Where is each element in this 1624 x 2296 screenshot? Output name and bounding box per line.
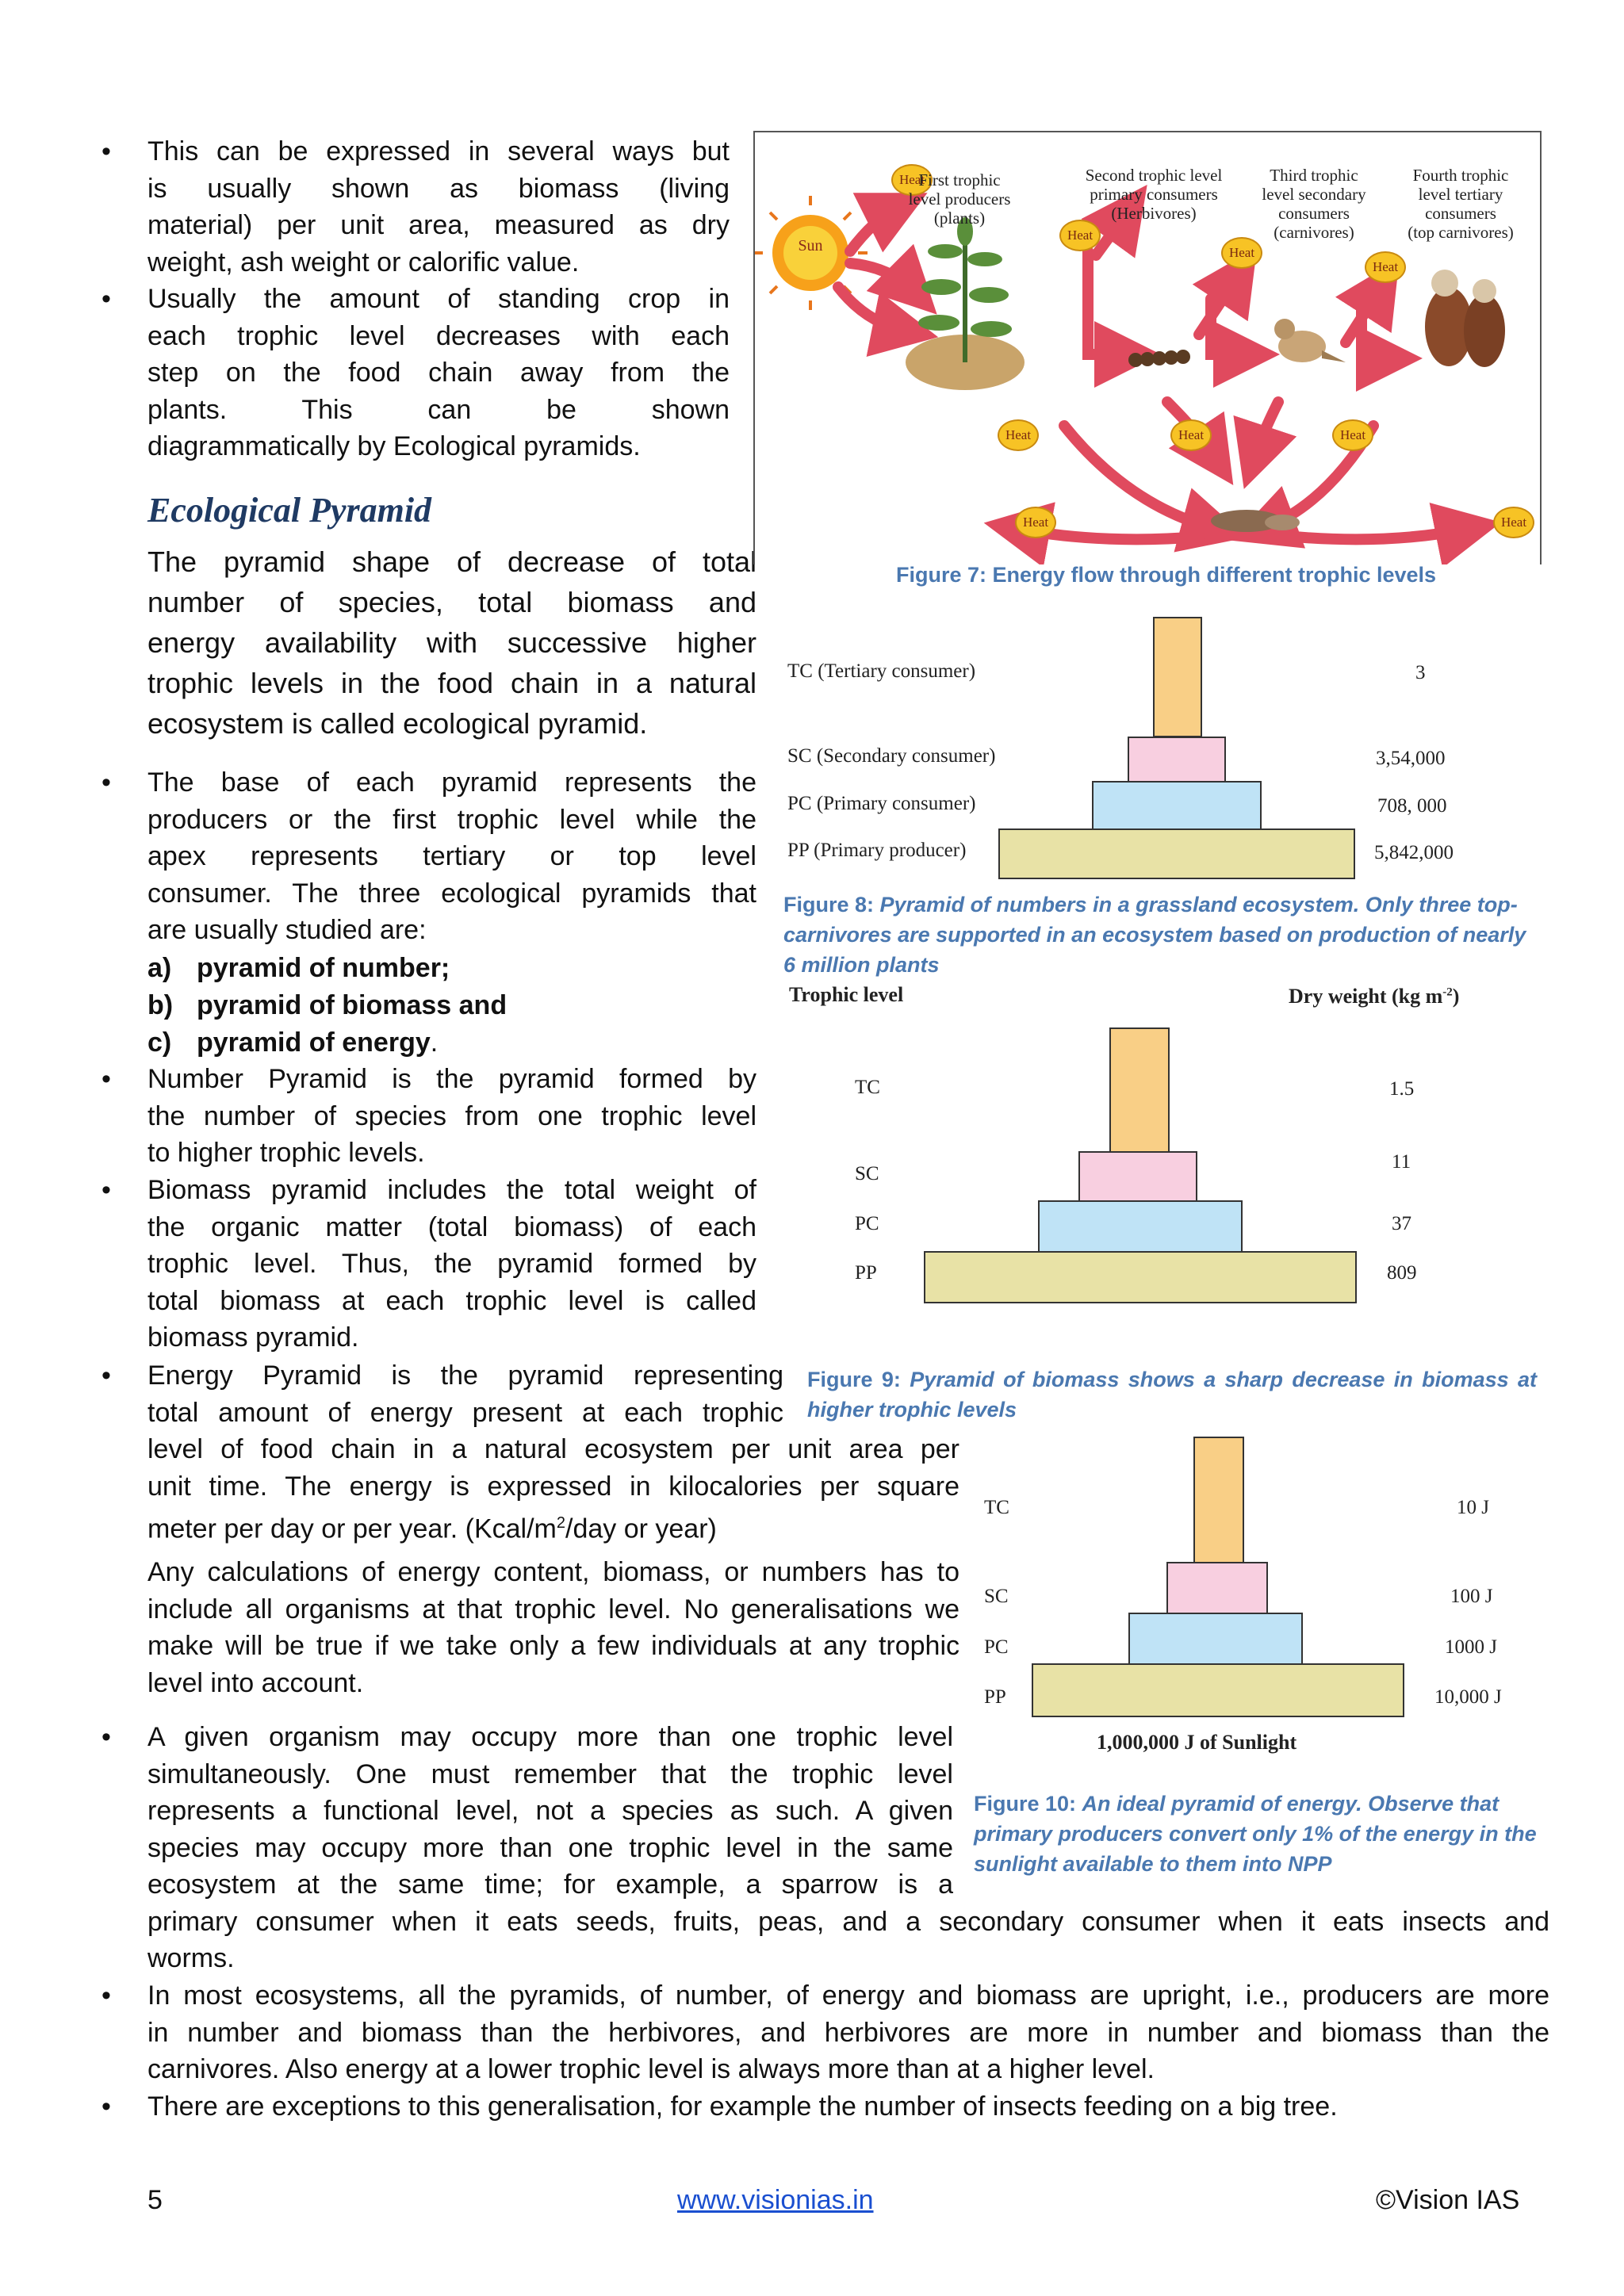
fig9-label-sc: SC: [855, 1163, 879, 1184]
fig8-value-tc: 3: [1415, 662, 1426, 683]
energy-pyramid-bullet: • Energy Pyramid is the pyramid representing total amount of energy present at each trophic level of food chain in a natural ecosystem per unit area per unit time. The energy is expressed in kilocalories per square meter per day or per year. ($Kcal/m^2$/day or year): [147, 1357, 959, 1548]
fig9-value-pp: 809: [1387, 1262, 1417, 1284]
fig8-label-sc: SC (Secondary consumer): [787, 745, 996, 767]
heat-badge: Heat: [998, 419, 1039, 451]
bird-icon: [1274, 319, 1346, 362]
number-pyramid-bullet: • Number Pyramid is the pyramid formed by the number of species from one trophic level to higher trophic levels.: [147, 1061, 756, 1172]
fig9-value-tc: 1.5: [1389, 1078, 1415, 1100]
fig10-label-tc: TC: [984, 1497, 1009, 1518]
fig9-header-left: Trophic level: [789, 983, 904, 1006]
fig10-bar-pc: [1128, 1613, 1303, 1665]
fig10-footer: 1,000,000 J of Sunlight: [1097, 1731, 1297, 1754]
fig8-bar-tc: [1153, 617, 1202, 737]
figure9-pyramid-biomass: [781, 983, 1542, 1316]
fig9-bar-tc: [1109, 1027, 1170, 1153]
exception-bullet: • There are exceptions to this generalisation, for example the number of insects feeding on a big tree.: [147, 2088, 1549, 2126]
figure10-pyramid-energy: [979, 1427, 1542, 1760]
copyright: ©Vision IAS: [1376, 2185, 1520, 2215]
level-1-label: First trophic level producers (plants): [908, 170, 1011, 228]
fig10-label-sc: SC: [984, 1586, 1009, 1607]
caterpillar-icon: [1128, 350, 1190, 367]
fig9-label-tc: TC: [855, 1077, 880, 1098]
fig9-bar-pp: [924, 1251, 1357, 1303]
heat-badge: Heat: [891, 164, 933, 196]
figure10-caption: Figure 10: An ideal pyramid of energy. Observe that primary producers convert only 1% of the energy in the sunlight available to them into NPP: [974, 1792, 1537, 1876]
fig10-bar-sc: [1166, 1562, 1268, 1614]
level-3-label: Third trophic level secondary consumers (carnivores): [1262, 166, 1366, 242]
website-link[interactable]: www.visionias.in: [677, 2185, 874, 2215]
section-title: Ecological Pyramid: [147, 491, 432, 530]
heat-badge: Heat: [1221, 237, 1262, 269]
base-bullet: • The base of each pyramid represents the producers or the first trophic level while the apex represents tertiary or top level consumer. The three ecological pyramids that are usually studied are:: [147, 764, 756, 949]
figure8-caption: Figure 8: Pyramid of numbers in a grassland ecosystem. Only three top-carnivores are supported in an ecosystem based on production of nearly 6 million plants: [783, 893, 1526, 977]
heat-badge: Heat: [1332, 419, 1373, 451]
pyramid-types-list: [147, 950, 507, 1062]
fig8-label-pp: PP (Primary producer): [787, 840, 967, 861]
fig9-label-pp: PP: [855, 1262, 877, 1284]
fig9-value-sc: 11: [1392, 1151, 1411, 1173]
level-4-label: Fourth trophic level tertiary consumers (top carnivores): [1408, 166, 1514, 242]
heat-badge: Heat: [1365, 251, 1406, 283]
fig10-value-sc: 100 J: [1450, 1586, 1493, 1607]
pyramid-type-b: b) pyramid of biomass and: [147, 990, 508, 1020]
definition-paragraph: The pyramid shape of decrease of total number of species, total biomass and energy availability with successive higher trophic levels in the food chain in a natural ecosystem is called ecological pyramid.: [147, 545, 756, 740]
fig10-value-pp: 10,000 J: [1434, 1686, 1502, 1708]
organism-bullet: • A given organism may occupy more than one trophic level simultaneously. One must remember that the trophic level represents a functional level, not a species as such. A given species may occupy more than one trophic level in the same ecosystem at the same time; for example, a sparrow is a primary consumer when it eats seeds, fruits, peas, and a secondary consumer when it eats insects and worms.: [147, 1719, 1549, 1977]
fig9-bar-sc: [1078, 1151, 1197, 1202]
figure7-energy-flow: [753, 131, 1542, 564]
page-number: 5: [147, 2185, 163, 2215]
fig9-header-right: Dry weight (kg $m^{-2}$): [1289, 985, 1460, 1008]
fig10-bar-tc: [1193, 1437, 1244, 1563]
fig9-label-pc: PC: [855, 1213, 879, 1234]
calculation-paragraph: Any calculations of energy content, biomass, or numbers has to include all organisms at that trophic level. No generalisations we make will be true if we take only a few individuals at any trophic level into account.: [147, 1557, 959, 1698]
hawk-icon: [1425, 270, 1505, 367]
upright-bullet: • In most ecosystems, all the pyramids, of number, of energy and biomass are upright, i.e., producers are more in number and biomass than the herbivores, and herbivores are more in number and biomass than the carnivores. Also energy at a lower trophic level is always more than at a higher level.: [147, 1977, 1549, 2088]
fig8-value-pp: 5,842,000: [1374, 842, 1454, 863]
fig10-value-pc: 1000 J: [1445, 1636, 1497, 1658]
fig8-label-tc: TC (Tertiary consumer): [787, 660, 976, 682]
pyramid-type-c: c) pyramid of energy.: [147, 1027, 439, 1058]
fig10-label-pp: PP: [984, 1686, 1006, 1708]
sun-label: Sun: [798, 237, 823, 254]
fig10-bar-pp: [1032, 1663, 1404, 1717]
fig8-label-pc: PC (Primary consumer): [787, 793, 976, 814]
intro-bullet-1: • This can be expressed in several ways but is usually shown as biomass (living material) per unit area, measured as dry weight, ash weight or calorific value.: [147, 133, 730, 281]
intro-bullet-2: • Usually the amount of standing crop in each trophic level decreases with each step on the food chain away from the plants. This can be shown diagrammatically by Ecological pyramids.: [147, 281, 730, 465]
level-2-label: Second trophic level primary consumers (Herbivores): [1085, 166, 1223, 223]
heat-badge: Heat: [1493, 507, 1534, 538]
figure9-caption: Figure 9: Pyramid of biomass shows a sharp decrease in biomass at higher trophic levels: [807, 1368, 1537, 1422]
figure8-pyramid-numbers: [781, 614, 1542, 884]
fig8-bar-pp: [998, 828, 1355, 879]
fig8-value-sc: 3,54,000: [1376, 748, 1446, 769]
fig9-value-pc: 37: [1392, 1213, 1411, 1234]
fig8-bar-sc: [1128, 737, 1226, 783]
biomass-pyramid-bullet: • Biomass pyramid includes the total weight of the organic matter (total biomass) of each trophic level. Thus, the pyramid formed by total biomass at each trophic level is called biomass pyramid.: [147, 1172, 756, 1357]
pyramid-type-a: a) pyramid of number;: [147, 953, 450, 983]
figure7-caption: Figure 7: Energy flow through different trophic levels: [896, 563, 1437, 587]
plant-icon: [906, 217, 1025, 390]
fig8-bar-pc: [1092, 781, 1262, 830]
fig8-value-pc: 708, 000: [1377, 795, 1447, 817]
fig9-bar-pc: [1038, 1200, 1243, 1253]
fig10-value-tc: 10 J: [1457, 1497, 1489, 1518]
heat-badge: Heat: [1170, 419, 1212, 451]
fig10-label-pc: PC: [984, 1636, 1009, 1658]
heat-badge: Heat: [1059, 220, 1101, 251]
heat-badge: Heat: [1015, 507, 1056, 538]
